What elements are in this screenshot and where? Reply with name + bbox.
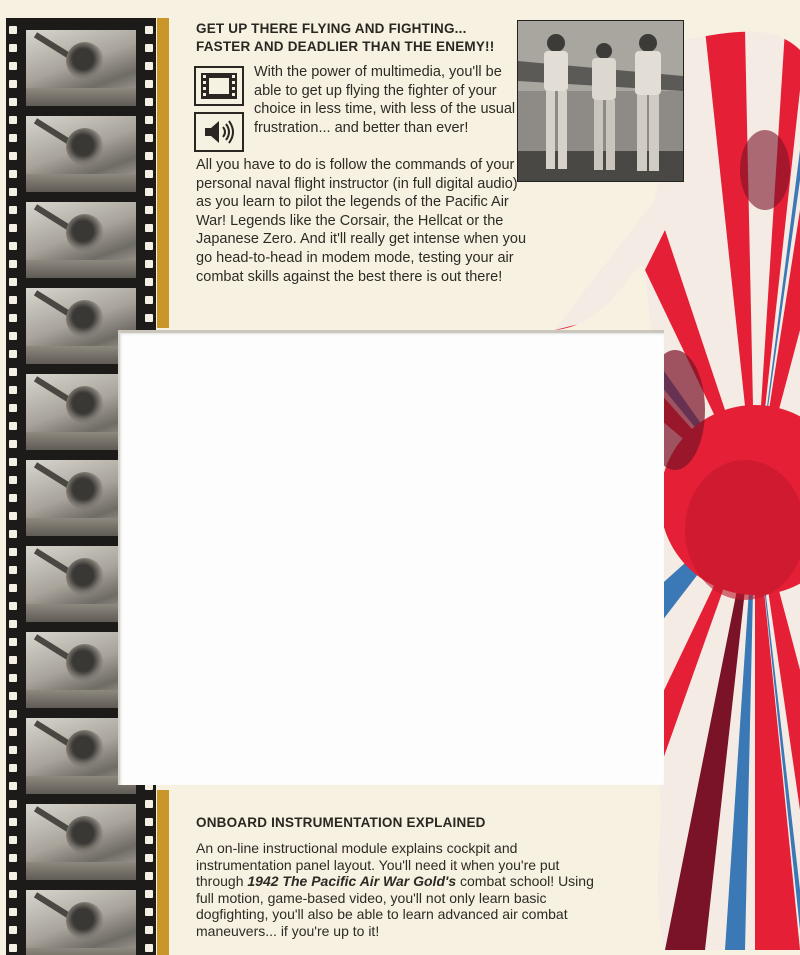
- film-frame: [26, 890, 136, 955]
- product-name: 1942 The Pacific Air War Gold's: [247, 873, 457, 889]
- gold-accent-bar-lower: [157, 790, 169, 955]
- pilots-photo: [517, 20, 684, 182]
- speaker-icon: [194, 112, 244, 152]
- section-heading: ONBOARD INSTRUMENTATION EXPLAINED: [196, 815, 486, 830]
- body-text: All you have to do is follow the commands of your personal naval flight instructor (in full digital audio) as you learn to pilot the legends of the Pacific Air War! Legends like the Corsair, the Hellcat or the Japanese Zero. And it'll really get intense when you go head-to-head in modem mode, testing your air combat skills against the best there is out there!: [196, 157, 527, 285]
- section-text-before: An on-line instructional module explains cockpit and instrumentation panel layout. You'll need it when you're put through: [196, 840, 560, 889]
- headline: [196, 20, 516, 56]
- intro-text: With the power of multimedia, you'll be able to get up flying the fighter of your choice in less time, with less of the usual frustration... and better than ever!: [254, 64, 516, 136]
- section-text-after: combat school! Using full motion, game-based video, you'll not only learn basic dogfighting, you'll also be able to learn advanced air combat maneuvers... if you're up to it!: [196, 873, 594, 939]
- feature-icons: [194, 66, 246, 158]
- film-frame: [26, 202, 136, 278]
- window-cutout: [118, 330, 664, 785]
- film-frame: [26, 116, 136, 192]
- film-icon: [194, 66, 244, 106]
- gold-accent-bar: [157, 18, 169, 328]
- film-frame: [26, 30, 136, 106]
- headline-line-2: FASTER AND DEADLIER THAN THE ENEMY!!: [196, 39, 495, 54]
- film-frame: [26, 804, 136, 880]
- section-text: [196, 840, 596, 939]
- film-sprockets-left: [9, 26, 17, 955]
- headline-line-1: GET UP THERE FLYING AND FIGHTING...: [196, 21, 467, 36]
